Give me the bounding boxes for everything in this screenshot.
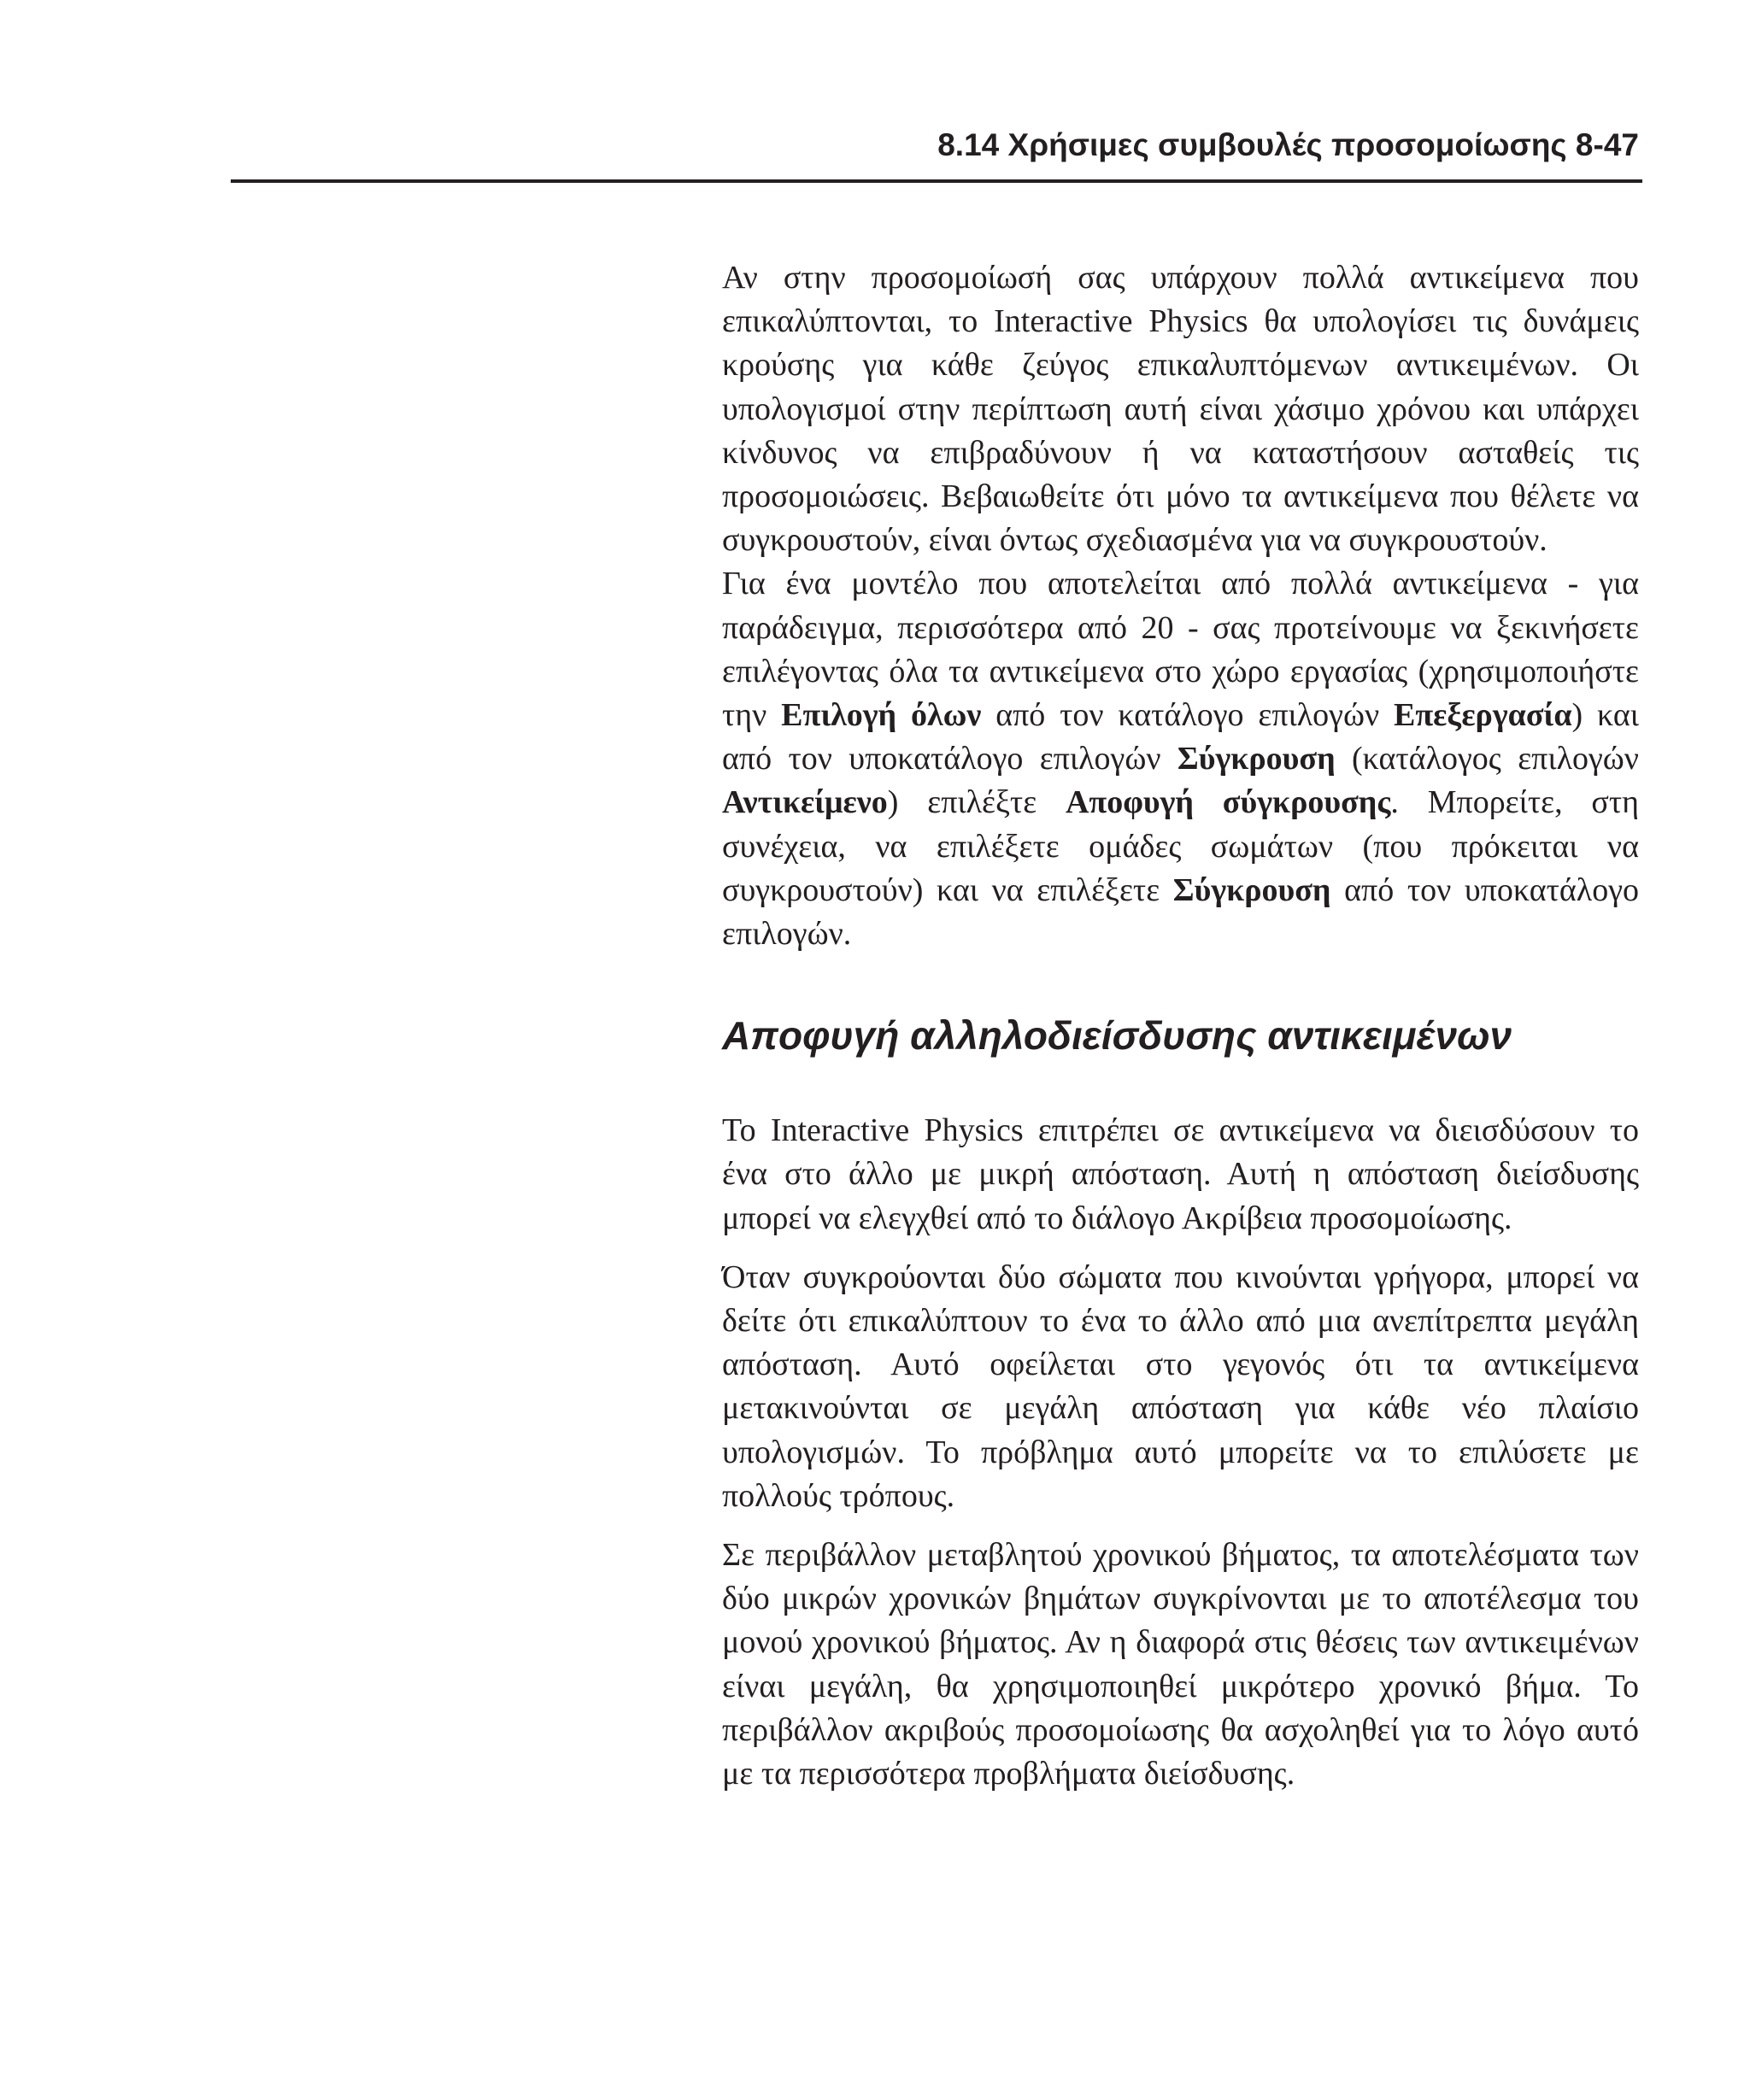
text-run: ) επιλέξτε [887, 784, 1066, 821]
body-content [722, 256, 1639, 1796]
text-run: ) και από τον υποκατάλογο επιλογών [722, 697, 1639, 777]
paragraph-many-objects-model [722, 562, 1639, 956]
running-head: 8.14 Χρήσιμες συμβουλές προσομοίωσης 8-47 [937, 127, 1639, 162]
text-run: από τον κατάλογο επιλογών [981, 697, 1394, 734]
text-run: από τον υποκατάλογο επιλογών. [722, 871, 1639, 953]
paragraph-overlapping-objects: Αν στην προσομοίωσή σας υπάρχουν πολλά αντικείμενα που επικαλύπτονται, το Interactive Physics θα υπολογίσει τις δυνάμεις κρούσης για κάθε ζεύγος επικαλυπτόμενων αντικειμένων. Οι υπολογισμοί στην περίπτωση αυτή είναι χάσιμο χρόνου και υπάρχει κίνδυνος να επιβραδύνουν ή να καταστήσουν ασταθείς τις προσομοιώσεις. Βεβαιωθείτε ότι μόνο τα αντικείμενα που θέλετε να συγκρουστούν, είναι όντως σχεδιασμένα για να συγκρουστούν. [722, 260, 1639, 559]
menu-name-object: Αντικείμενο [722, 784, 888, 821]
text-run: . Μπορείτε, στη συνέχεια, να επιλέξετε ομάδες σωμάτων (που πρόκειται να συγκρουστούν) και να επιλέξετε [722, 784, 1639, 908]
section-heading: Αποφυγή αλληλοδιείσδυσης αντικειμένων [722, 1013, 1512, 1059]
menu-command-collision: Σύγκρουση [1172, 871, 1331, 908]
menu-name-edit: Επεξεργασία [1393, 697, 1572, 734]
page-header [231, 121, 1642, 183]
paragraph-penetration-intro: Το Interactive Physics επιτρέπει σε αντικείμενα να διεισδύσουν το ένα στο άλλο με μικρή απόσταση. Αυτή η απόσταση διείσδυσης μπορεί να ελεγχθεί από το διάλογο Ακρίβεια προσομοίωσης. [722, 1112, 1639, 1236]
text-run: Για ένα μοντέλο που αποτελείται από πολλά αντικείμενα - για παράδειγμα, περισσότερα από 20 - σας προτείνουμε να ξεκινήσετε επιλέγοντας όλα τα αντικείμενα στο χώρο εργασίας (χρησιμοποιήστε την [722, 566, 1639, 734]
paragraph-fast-bodies: Όταν συγκρούονται δύο σώματα που κινούνται γρήγορα, μπορεί να δείτε ότι επικαλύπτουν το ένα το άλλο από μια ανεπίτρεπτα μεγάλη απόσταση. Αυτό οφείλεται στο γεγονός ότι τα αντικείμενα μετακινούνται σε μεγάλη απόσταση για κάθε νέο πλαίσιο υπολογισμών. Το πρόβλημα αυτό μπορείτε να το επιλύσετε με πολλούς τρόπους. [722, 1258, 1639, 1514]
menu-command-select-all: Επιλογή όλων [781, 697, 982, 734]
submenu-name-collision: Σύγκρουση [1177, 741, 1336, 777]
menu-command-avoid-collision: Αποφυγή σύγκρουσης [1065, 784, 1391, 821]
text-run: (κατάλογος επιλογών [1335, 741, 1639, 777]
paragraph-variable-timestep: Σε περιβάλλον μεταβλητού χρονικού βήματος, τα αποτελέσματα των δύο μικρών χρονικών βημάτων συγκρίνονται με το αποτέλεσμα του μονού χρονικού βήματος. Αν η διαφορά στις θέσεις των αντικειμένων είναι μεγάλη, θα χρησιμοποιηθεί μικρότερο χρονικό βήμα. Το περιβάλλον ακριβούς προσομοίωσης θα ασχοληθεί για το λόγο αυτό με τα περισσότερα προβλήματα διείσδυσης. [722, 1537, 1639, 1792]
